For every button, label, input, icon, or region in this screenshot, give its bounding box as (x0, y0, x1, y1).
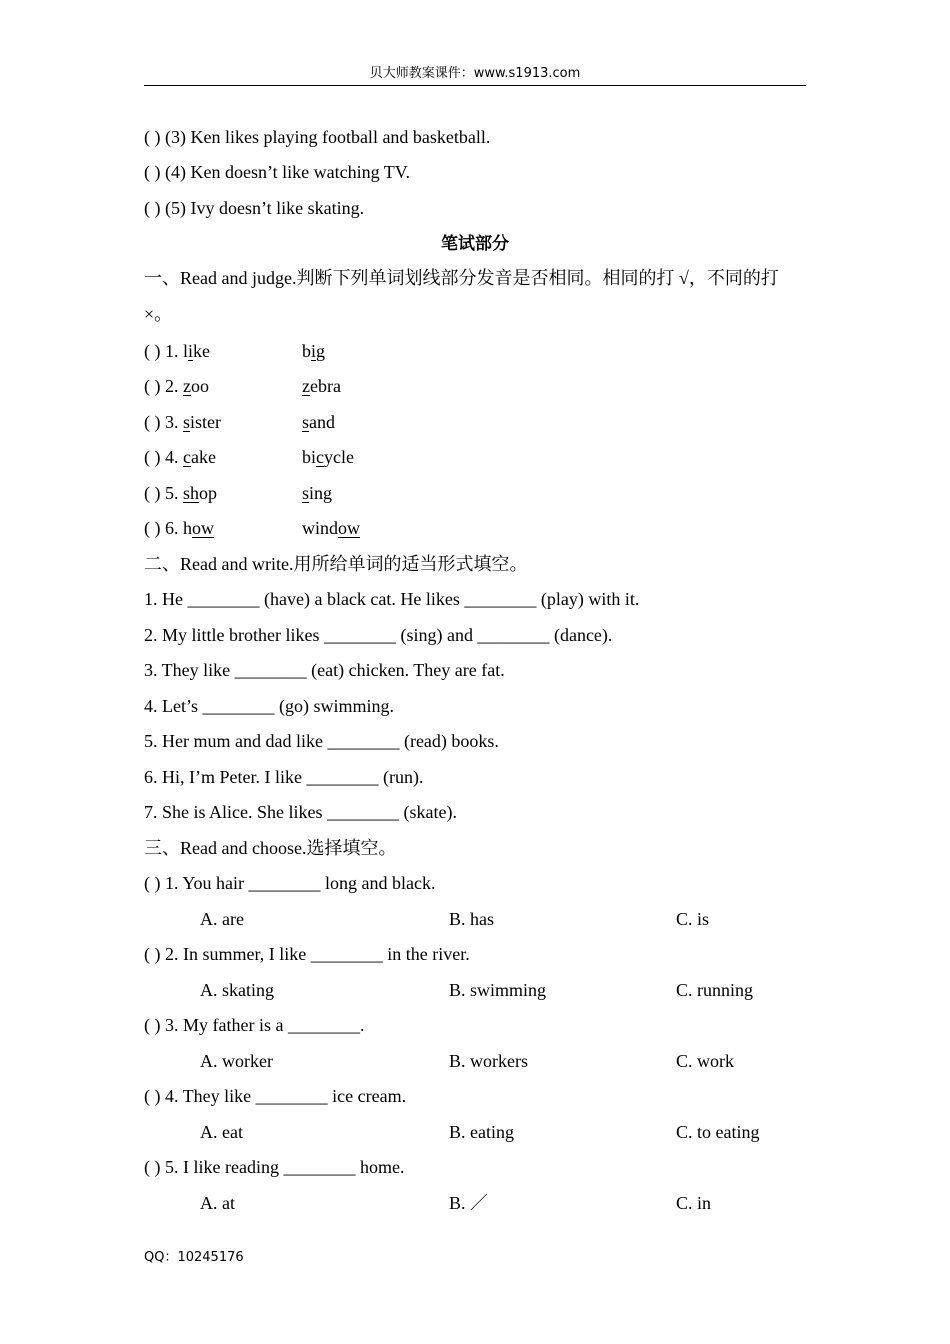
judge-word-2 (302, 516, 360, 540)
option-a: A. at (200, 1193, 235, 1213)
word-part: ister (190, 412, 222, 432)
option-a: A. are (200, 909, 244, 929)
option-c: C. is (676, 909, 710, 929)
word-part: oo (191, 376, 209, 396)
fill-item-6: 6. Hi, I’m Peter. I like ________ (run). (144, 767, 424, 787)
listening-item: ( ) (3) Ken likes playing football and basketball. (144, 127, 491, 147)
word-part: b (302, 341, 311, 361)
word-part: g (316, 341, 326, 361)
underlined-sound: z (183, 376, 191, 396)
part1-instruction-cont: ×。 (144, 304, 173, 324)
choice-question-3: ( ) 3. My father is a ________. (144, 1015, 365, 1035)
option-c: C. to eating (676, 1122, 760, 1142)
option-c: C. in (676, 1193, 712, 1213)
word-part: h (183, 518, 192, 538)
judge-item-4 (144, 445, 216, 469)
choice-question-5: ( ) 5. I like reading ________ home. (144, 1157, 405, 1177)
underlined-sound: s (183, 412, 191, 432)
judge-item-2 (144, 374, 209, 398)
page-footer: QQ：10245176 (144, 1250, 244, 1265)
page-header: 贝大师教案课件：www.s1913.com (144, 64, 806, 86)
underlined-sound: i (188, 341, 194, 361)
option-b: B. has (449, 909, 494, 929)
judge-word-2 (302, 445, 354, 469)
word-part: and (309, 412, 336, 432)
underlined-sound: sh (183, 483, 200, 503)
item-number: ( ) 6. (144, 518, 183, 538)
underlined-sound: z (302, 376, 310, 396)
option-a: A. worker (200, 1051, 273, 1071)
judge-word-2 (302, 374, 341, 398)
underlined-sound: i (311, 341, 317, 361)
item-number: ( ) 5. (144, 483, 183, 503)
part2-instruction: 二、Read and write.用所给单词的适当形式填空。 (144, 554, 528, 574)
underlined-sound: s (302, 412, 310, 432)
listening-item: ( ) (4) Ken doesn’t like watching TV. (144, 162, 410, 182)
judge-word-2 (302, 481, 332, 505)
choice-question-2: ( ) 2. In summer, I like ________ in the river. (144, 944, 470, 964)
judge-word-2 (302, 339, 325, 363)
choice-question-1: ( ) 1. You hair ________ long and black. (144, 873, 436, 893)
option-a: A. eat (200, 1122, 243, 1142)
section-title: 笔试部分 (441, 234, 509, 254)
option-c: C. work (676, 1051, 734, 1071)
word-part: ake (191, 447, 216, 467)
option-c: C. running (676, 980, 754, 1000)
word-part: op (199, 483, 218, 503)
word-part: l (183, 341, 189, 361)
item-number: ( ) 1. (144, 341, 183, 361)
option-b: B. workers (449, 1051, 528, 1071)
option-a: A. skating (200, 980, 274, 1000)
underlined-sound: c (183, 447, 191, 467)
judge-word-2 (302, 410, 335, 434)
fill-item-7: 7. She is Alice. She likes ________ (skate). (144, 802, 457, 822)
word-part: ycle (324, 447, 354, 467)
underlined-sound: ow (338, 518, 360, 538)
judge-item-3 (144, 410, 221, 434)
word-part: ing (309, 483, 333, 503)
fill-item-2: 2. My little brother likes ________ (sing) and ________ (dance). (144, 625, 613, 645)
word-part: ke (193, 341, 211, 361)
underlined-sound: c (316, 447, 325, 467)
choice-question-4: ( ) 4. They like ________ ice cream. (144, 1086, 407, 1106)
item-number: ( ) 4. (144, 447, 183, 467)
judge-item-1 (144, 339, 210, 363)
word-part: bi (302, 447, 317, 467)
option-b: B. eating (449, 1122, 514, 1142)
part3-instruction: 三、Read and choose.选择填空。 (144, 838, 397, 858)
underlined-sound: s (302, 483, 310, 503)
fill-item-1: 1. He ________ (have) a black cat. He likes ________ (play) with it. (144, 589, 640, 609)
judge-item-5 (144, 481, 217, 505)
option-b: B. ／ (449, 1193, 489, 1213)
option-b: B. swimming (449, 980, 547, 1000)
item-number: ( ) 3. (144, 412, 183, 432)
word-part: wind (302, 518, 338, 538)
fill-item-3: 3. They like ________ (eat) chicken. They are fat. (144, 660, 505, 680)
underlined-sound: ow (192, 518, 214, 538)
listening-item: ( ) (5) Ivy doesn’t like skating. (144, 198, 365, 218)
judge-item-6 (144, 516, 214, 540)
part1-instruction: 一、Read and judge.判断下列单词划线部分发音是否相同。相同的打 √，不同的打 (144, 268, 779, 288)
fill-item-4: 4. Let’s ________ (go) swimming. (144, 696, 394, 716)
item-number: ( ) 2. (144, 376, 183, 396)
fill-item-5: 5. Her mum and dad like ________ (read) books. (144, 731, 499, 751)
word-part: ebra (310, 376, 341, 396)
